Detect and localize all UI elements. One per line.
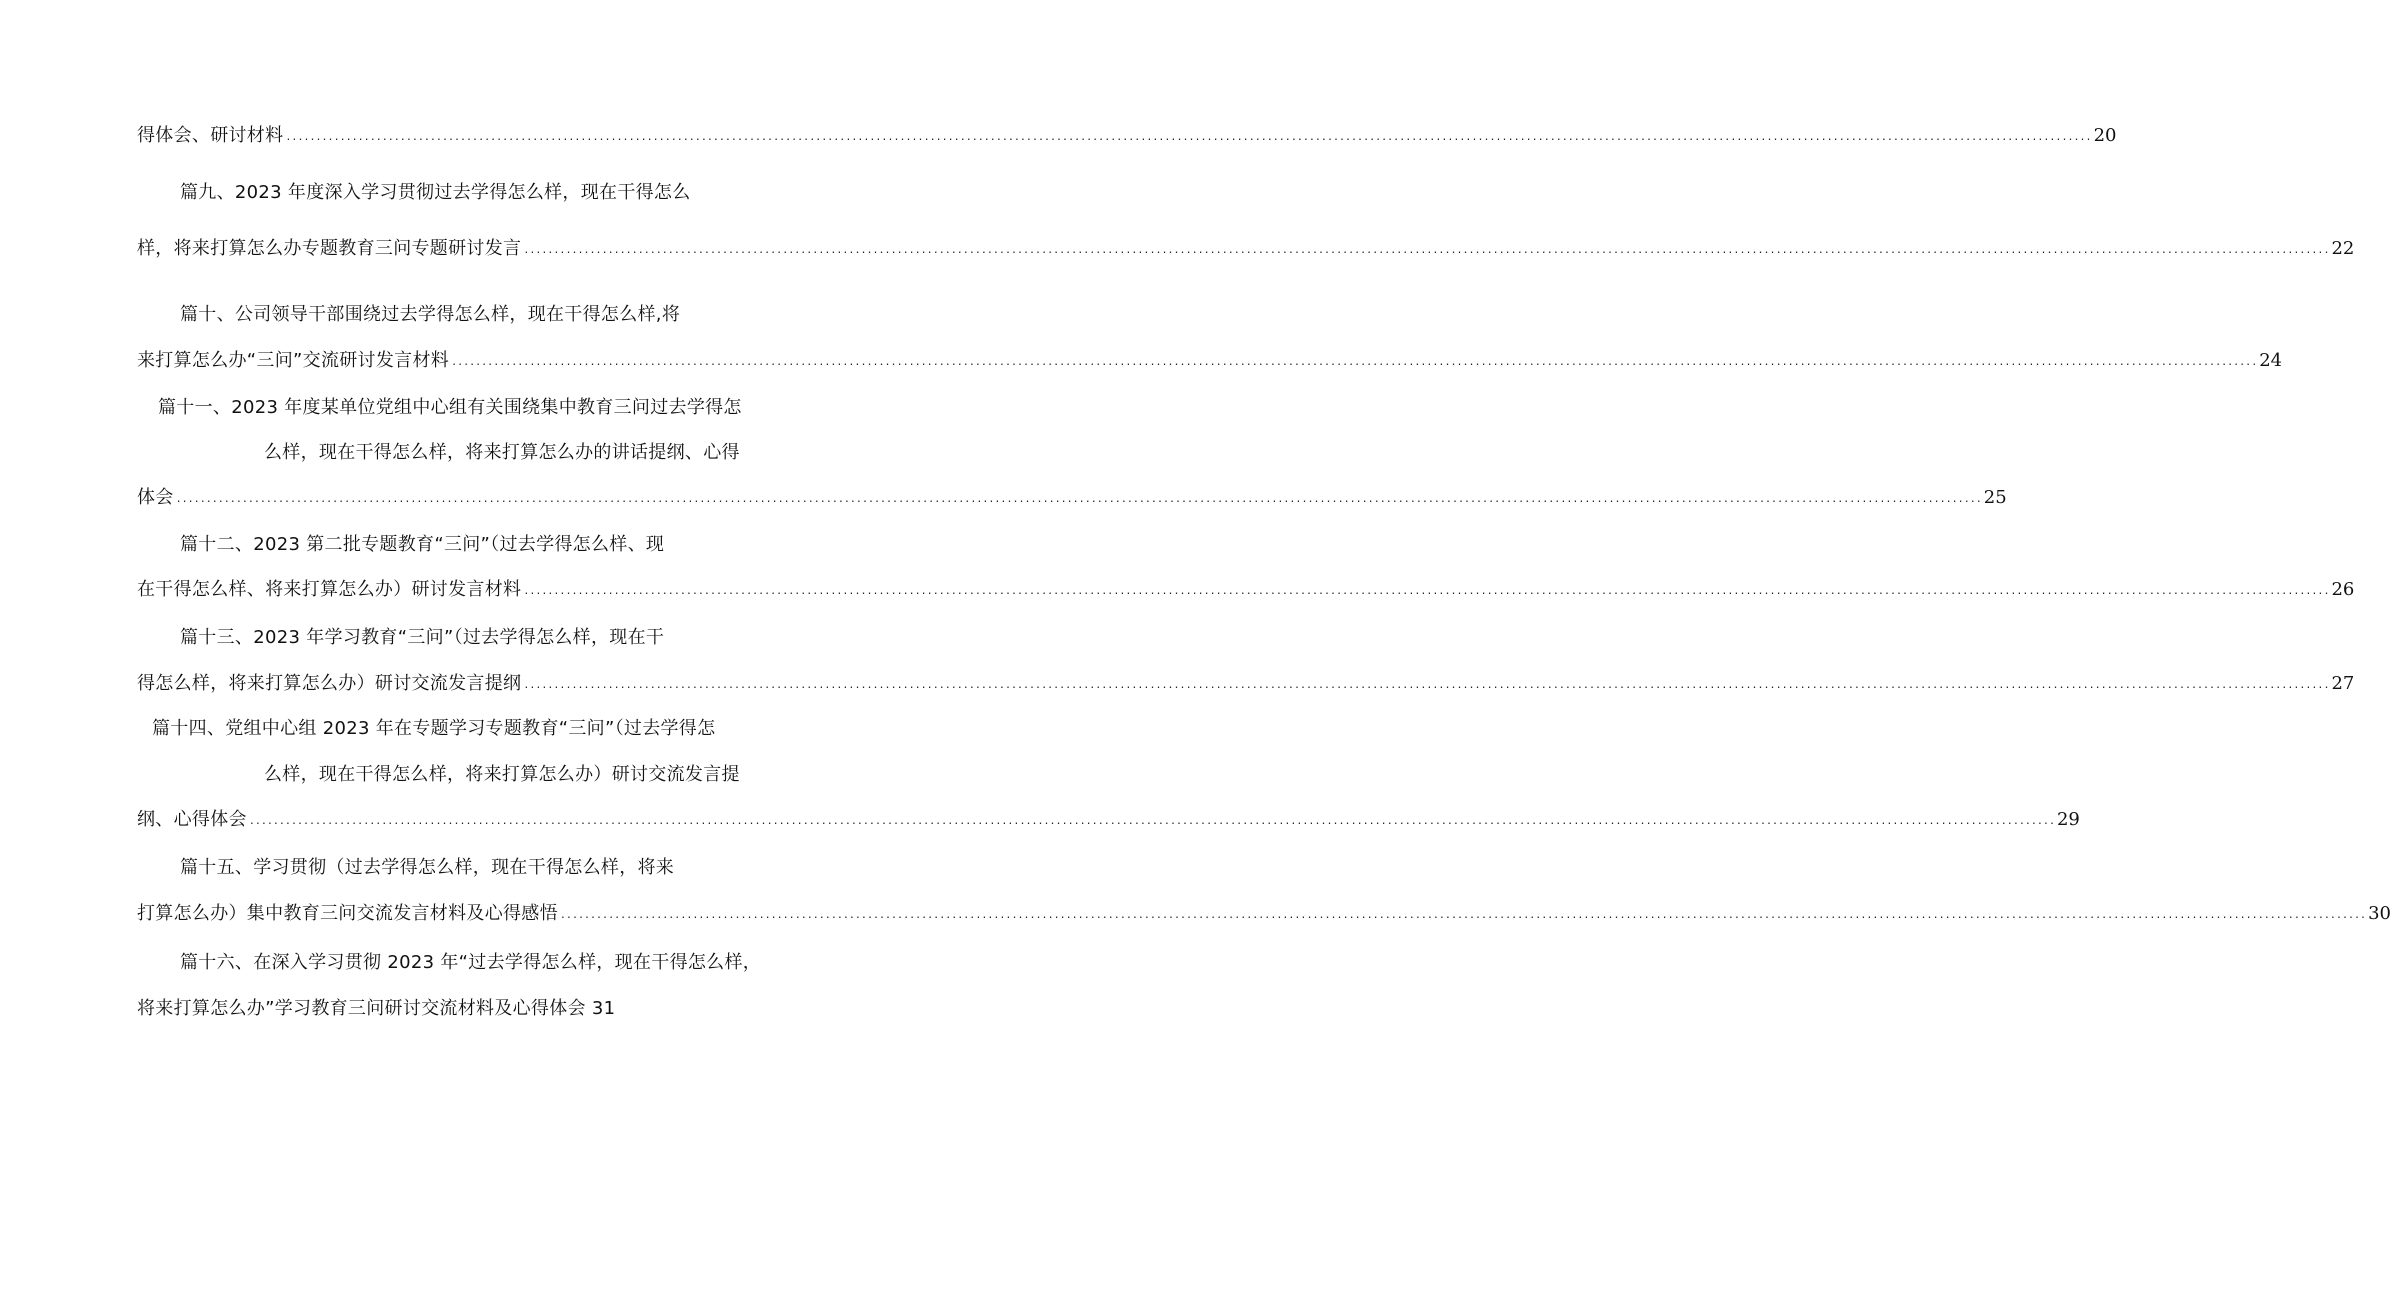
toc-entry-heading-cont[interactable]: 么样，现在干得怎么样，将来打算怎么办的讲话提纲、心得: [264, 442, 740, 463]
page-number: 24: [2259, 350, 2283, 371]
dot-leader: ............................................................................................................................................................................................................................................................................................................: [523, 680, 2330, 691]
toc-entry[interactable]: [137, 672, 2355, 696]
page-number: 26: [2331, 579, 2355, 600]
page-number: 22: [2331, 238, 2355, 259]
toc-entry-heading[interactable]: 篇十二、2023 第二批专题教育“三问”（过去学得怎么样、现: [180, 534, 665, 555]
toc-entry-title[interactable]: 将来打算怎么办”学习教育三问研讨交流材料及心得体会 31: [137, 998, 616, 1019]
toc-entry[interactable]: [137, 808, 2080, 832]
toc-entry[interactable]: [137, 237, 2355, 261]
toc-entry[interactable]: [137, 124, 2117, 148]
dot-leader: ............................................................................................................................................................................................................................................................................................................: [451, 357, 2258, 368]
toc-entry[interactable]: [137, 578, 2355, 602]
dot-leader: ............................................................................................................................................................................................................................................................................................................: [559, 910, 2367, 921]
toc-entry-heading[interactable]: 篇十四、党组中心组 2023 年在专题学习专题教育“三问”（过去学得怎: [152, 718, 716, 739]
toc-entry[interactable]: [137, 486, 2007, 510]
toc-entry-heading[interactable]: 篇十一、2023 年度某单位党组中心组有关围绕集中教育三问过去学得怎: [158, 397, 742, 418]
toc-entry-title: 打算怎么办）集中教育三问交流发言材料及心得感悟: [137, 903, 558, 924]
toc-entry-heading[interactable]: 篇十六、在深入学习贯彻 2023 年“过去学得怎么样，现在干得怎么样，: [180, 952, 762, 973]
dot-leader: ............................................................................................................................................................................................................................................................................................................: [248, 816, 2055, 827]
toc-entry-title: 得怎么样，将来打算怎么办）研讨交流发言提纲: [137, 673, 522, 694]
toc-entry-heading-cont[interactable]: 么样，现在干得怎么样，将来打算怎么办）研讨交流发言提: [264, 764, 740, 785]
toc-entry-heading[interactable]: 篇十、公司领导干部围绕过去学得怎么样，现在干得怎么样,将: [180, 304, 681, 325]
toc-entry-title: 在干得怎么样、将来打算怎么办）研讨发言材料: [137, 579, 522, 600]
page-number: 20: [2093, 125, 2117, 146]
dot-leader: ............................................................................................................................................................................................................................................................................................................: [523, 245, 2330, 256]
dot-leader: ............................................................................................................................................................................................................................................................................................................: [285, 132, 2092, 143]
toc-entry[interactable]: [137, 902, 2391, 926]
toc-entry-title: 样，将来打算怎么办专题教育三问专题研讨发言: [137, 238, 522, 259]
toc-entry-heading[interactable]: 篇十三、2023 年学习教育“三问”（过去学得怎么样，现在干: [180, 627, 665, 648]
toc-entry-title: 体会: [137, 487, 174, 508]
page-number: 29: [2056, 809, 2080, 830]
dot-leader: ............................................................................................................................................................................................................................................................................................................: [523, 586, 2330, 597]
toc-entry[interactable]: [137, 349, 2283, 373]
toc-entry-title: 得体会、研讨材料: [137, 125, 284, 146]
toc-entry-title: 纲、心得体会: [137, 809, 247, 830]
page-number: 27: [2331, 673, 2355, 694]
toc-entry-heading[interactable]: 篇十五、学习贯彻（过去学得怎么样，现在干得怎么样，将来: [180, 857, 675, 878]
dot-leader: ............................................................................................................................................................................................................................................................................................................: [175, 494, 1982, 505]
page-number: 25: [1983, 487, 2007, 508]
toc-entry-heading[interactable]: 篇九、2023 年度深入学习贯彻过去学得怎么样，现在干得怎么: [180, 182, 691, 203]
page-number: 30: [2368, 903, 2391, 924]
toc-entry-title: 来打算怎么办“三问”交流研讨发言材料: [137, 350, 450, 371]
